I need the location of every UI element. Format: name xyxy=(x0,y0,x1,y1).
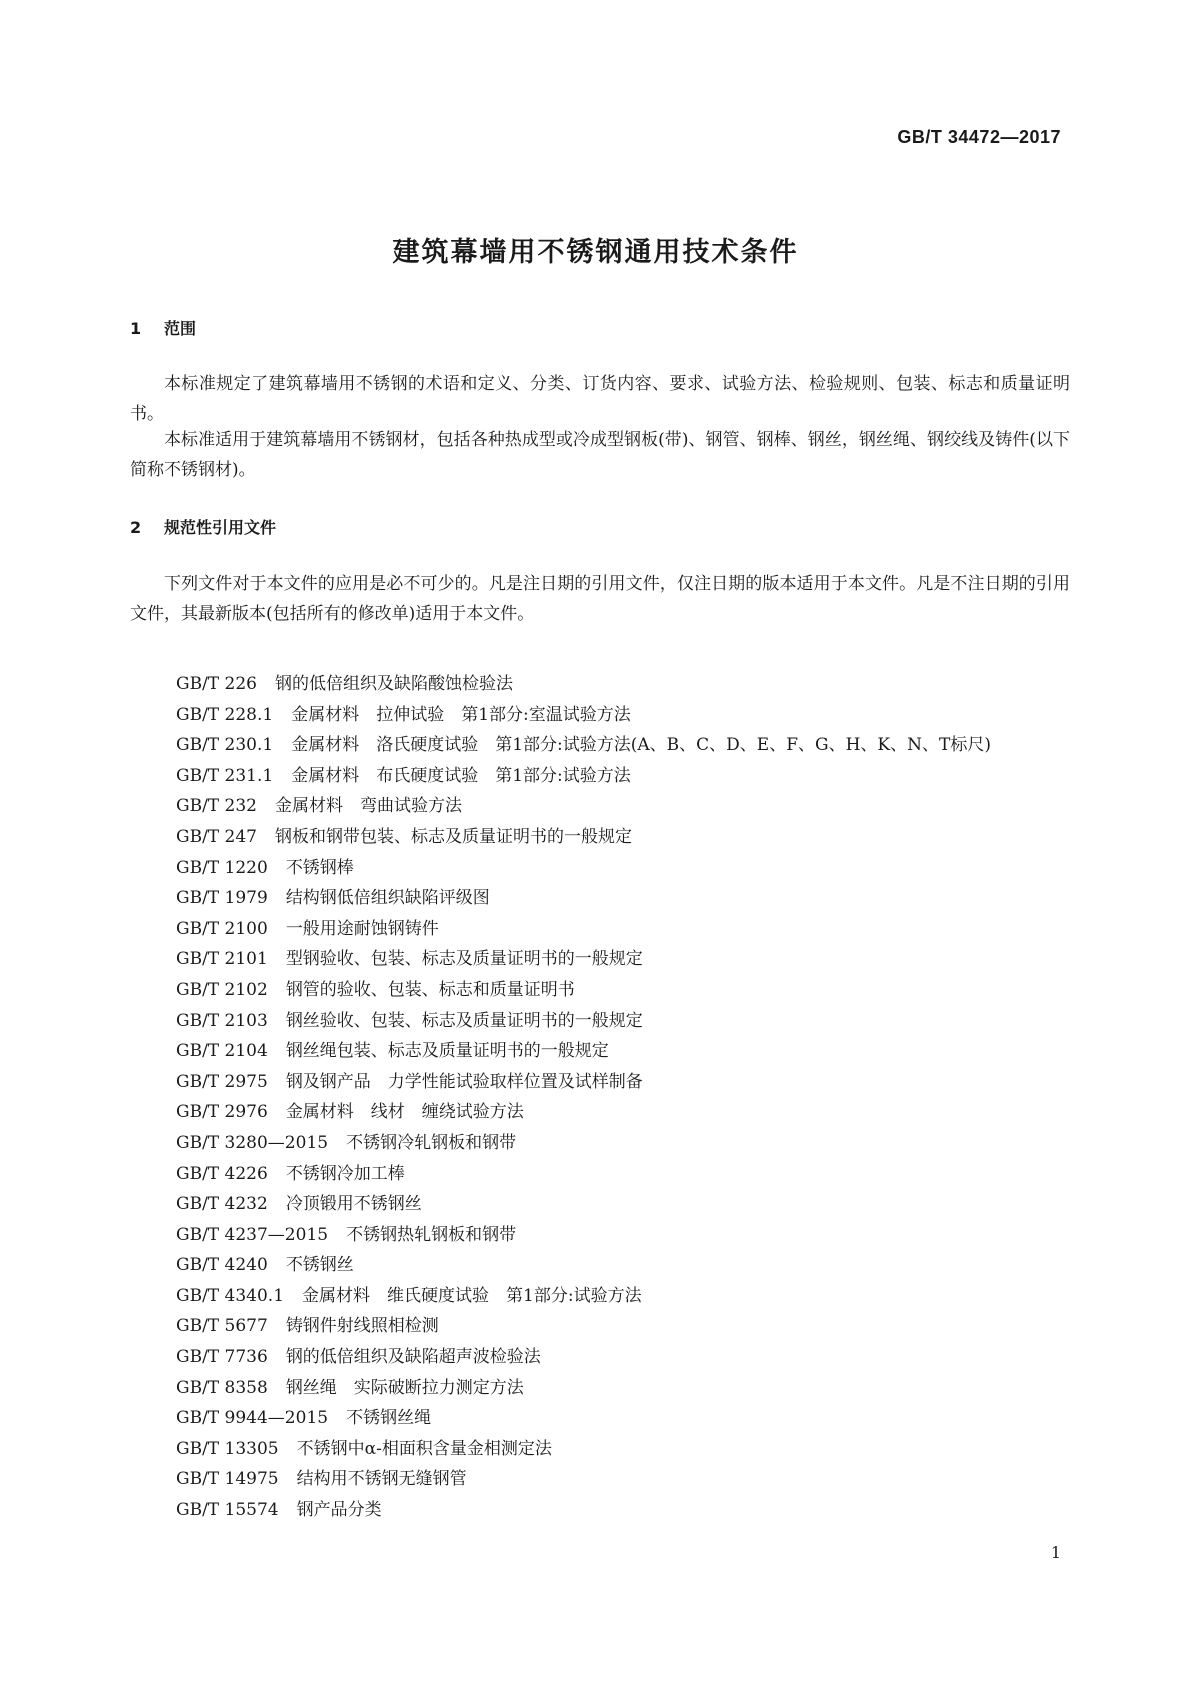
reference-item xyxy=(176,791,991,822)
reference-title: 钢的低倍组织及缺陷超声波检验法 xyxy=(285,1347,541,1368)
reference-title: 不锈钢丝绳 xyxy=(346,1408,432,1429)
reference-item xyxy=(176,669,991,700)
reference-title: 金属材料 拉伸试验 第1部分:室温试验方法 xyxy=(291,704,631,725)
section-1-heading xyxy=(130,316,196,339)
normative-reference-list xyxy=(176,669,991,1526)
reference-item xyxy=(176,1128,991,1159)
reference-code: GB/T 8358 xyxy=(176,1377,268,1398)
reference-item xyxy=(176,700,991,731)
document-title: 建筑幕墙用不锈钢通用技术条件 xyxy=(392,237,799,268)
reference-title: 钢及钢产品 力学性能试验取样位置及试样制备 xyxy=(285,1071,643,1092)
reference-item xyxy=(176,1434,991,1465)
reference-code: GB/T 226 xyxy=(176,674,257,694)
section-2-title: 规范性引用文件 xyxy=(164,518,277,537)
reference-title: 不锈钢棒 xyxy=(285,857,354,878)
reference-code: GB/T 1979 xyxy=(176,888,268,909)
reference-item xyxy=(176,761,991,792)
reference-item xyxy=(176,1189,991,1220)
reference-item xyxy=(176,1281,991,1312)
reference-code: GB/T 9944—2015 xyxy=(176,1408,329,1429)
section-1-number: 1 xyxy=(130,319,142,338)
reference-title: 钢丝绳 实际破断拉力测定方法 xyxy=(285,1377,524,1398)
reference-item xyxy=(176,853,991,884)
reference-code: GB/T 4340.1 xyxy=(176,1285,285,1306)
reference-item xyxy=(176,1464,991,1495)
reference-title: 钢丝绳包装、标志及质量证明书的一般规定 xyxy=(285,1041,609,1062)
reference-title: 不锈钢中α-相面积含量金相测定法 xyxy=(296,1438,552,1459)
reference-item xyxy=(176,1311,991,1342)
reference-code: GB/T 3280—2015 xyxy=(176,1132,329,1153)
reference-code: GB/T 2104 xyxy=(176,1041,268,1062)
reference-item xyxy=(176,730,991,761)
reference-item xyxy=(176,1342,991,1373)
section-2-paragraph-1: 下列文件对于本文件的应用是必不可少的。凡是注日期的引用文件，仅注日期的版本适用于本文件。凡是不注日期的引用文件，其最新版本(包括所有的修改单)适用于本文件。 xyxy=(130,574,1070,624)
reference-item xyxy=(176,1373,991,1404)
reference-title: 不锈钢冷加工棒 xyxy=(285,1163,405,1184)
reference-code: GB/T 230.1 xyxy=(176,735,274,756)
section-1-paragraph-2: 本标准适用于建筑幕墙用不锈钢材，包括各种热成型或冷成型钢板(带)、钢管、钢棒、钢丝，钢丝绳、钢绞线及铸件(以下简称不锈钢材)。 xyxy=(130,430,1070,480)
reference-code: GB/T 2976 xyxy=(176,1102,268,1123)
section-1-title: 范围 xyxy=(164,319,197,338)
reference-title: 型钢验收、包装、标志及质量证明书的一般规定 xyxy=(285,949,643,970)
reference-item xyxy=(176,1495,991,1526)
reference-item xyxy=(176,1006,991,1037)
reference-code: GB/T 4232 xyxy=(176,1194,268,1215)
section-1-paragraph-1: 本标准规定了建筑幕墙用不锈钢的术语和定义、分类、订货内容、要求、试验方法、检验规则、包装、标志和质量证明书。 xyxy=(130,374,1070,424)
reference-title: 钢板和钢带包装、标志及质量证明书的一般规定 xyxy=(275,826,632,847)
reference-code: GB/T 4237—2015 xyxy=(176,1224,329,1245)
reference-title: 不锈钢丝 xyxy=(285,1255,354,1276)
reference-code: GB/T 13305 xyxy=(176,1438,279,1459)
reference-code: GB/T 232 xyxy=(176,796,257,817)
reference-title: 不锈钢冷轧钢板和钢带 xyxy=(346,1132,517,1153)
reference-title: 钢产品分类 xyxy=(296,1500,382,1521)
reference-code: GB/T 228.1 xyxy=(176,704,274,725)
reference-item xyxy=(176,1159,991,1190)
reference-code: GB/T 15574 xyxy=(176,1500,279,1521)
reference-code: GB/T 247 xyxy=(176,826,257,847)
reference-code: GB/T 2103 xyxy=(176,1010,268,1031)
reference-code: GB/T 4226 xyxy=(176,1163,268,1184)
reference-title: 钢管的验收、包装、标志和质量证明书 xyxy=(285,979,575,1000)
reference-item xyxy=(176,1097,991,1128)
reference-item xyxy=(176,1067,991,1098)
page-number: 1 xyxy=(1050,1543,1061,1562)
reference-title: 金属材料 维氏硬度试验 第1部分:试验方法 xyxy=(302,1285,642,1306)
reference-title: 钢的低倍组织及缺陷酸蚀检验法 xyxy=(275,674,513,694)
reference-item xyxy=(176,822,991,853)
reference-item xyxy=(176,1036,991,1067)
reference-item xyxy=(176,944,991,975)
reference-code: GB/T 2100 xyxy=(176,918,268,939)
reference-title: 金属材料 布氏硬度试验 第1部分:试验方法 xyxy=(291,765,631,786)
reference-code: GB/T 1220 xyxy=(176,857,268,878)
section-2-heading xyxy=(130,515,276,538)
reference-title: 金属材料 线材 缠绕试验方法 xyxy=(285,1102,524,1123)
reference-title: 金属材料 弯曲试验方法 xyxy=(275,796,462,817)
reference-title: 钢丝验收、包装、标志及质量证明书的一般规定 xyxy=(285,1010,643,1031)
reference-code: GB/T 2101 xyxy=(176,949,268,970)
section-2-number: 2 xyxy=(130,518,142,537)
reference-code: GB/T 231.1 xyxy=(176,765,274,786)
reference-code: GB/T 4240 xyxy=(176,1255,268,1276)
reference-code: GB/T 2102 xyxy=(176,979,268,1000)
reference-title: 一般用途耐蚀钢铸件 xyxy=(285,918,439,939)
reference-code: GB/T 2975 xyxy=(176,1071,268,1092)
reference-title: 结构钢低倍组织缺陷评级图 xyxy=(285,888,490,909)
reference-code: GB/T 14975 xyxy=(176,1469,279,1490)
standard-number: GB/T 34472—2017 xyxy=(897,127,1061,147)
reference-item xyxy=(176,914,991,945)
reference-title: 金属材料 洛氏硬度试验 第1部分:试验方法(A、B、C、D、E、F、G、H、K、N、T标尺) xyxy=(291,735,991,756)
reference-item xyxy=(176,1220,991,1251)
reference-title: 铸钢件射线照相检测 xyxy=(285,1316,439,1337)
reference-title: 不锈钢热轧钢板和钢带 xyxy=(346,1224,517,1245)
reference-code: GB/T 5677 xyxy=(176,1316,268,1337)
reference-title: 结构用不锈钢无缝钢管 xyxy=(296,1469,467,1490)
reference-item xyxy=(176,975,991,1006)
reference-item xyxy=(176,1250,991,1281)
reference-item xyxy=(176,883,991,914)
reference-title: 冷顶锻用不锈钢丝 xyxy=(285,1194,422,1215)
reference-item xyxy=(176,1403,991,1434)
reference-code: GB/T 7736 xyxy=(176,1347,268,1368)
